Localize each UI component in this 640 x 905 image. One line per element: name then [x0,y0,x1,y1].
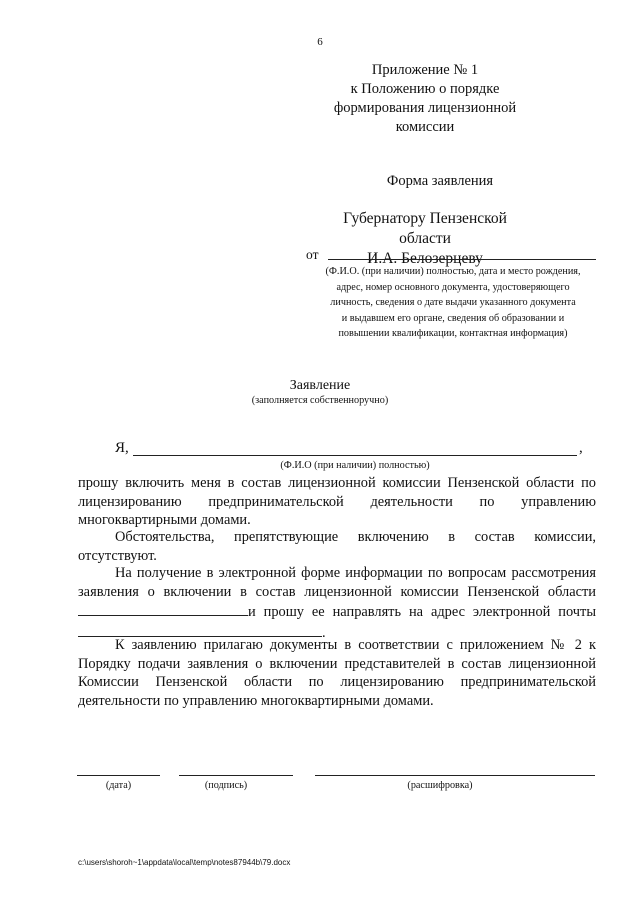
addressee [320,209,530,269]
from-note-line-3: личность, сведения о дате выдачи указанного документа [330,297,576,309]
decoding-caption: (расшифровка) [407,780,473,791]
p3-text-b: и прошу ее направлять на адрес электронной почты [248,604,596,620]
from-note-line-4: и выдавшем его органе, сведения об образовании и [341,312,565,324]
appendix-header [330,61,520,137]
date-caption: (дата) [105,780,132,791]
date-line[interactable] [77,775,160,776]
fio-field-line[interactable] [133,455,577,456]
paragraph-request: прошу включить меня в состав лицензионной комиссии Пензенской области по лицензированию предпринимательской деятельности по управлению многоквартирными домами. [78,475,596,528]
addressee-line-1: Губернатору Пензенской области [343,210,507,247]
paragraph-attachments: К заявлению прилагаю документы в соответствии с приложением № 2 к Порядку подачи заявления о включении представителей в состав лицензионной Комиссии Пензенской области по лицензированию предпринимательской деятельности по управлению многоквартирными домами. [78,637,596,709]
appendix-line-3: формирования лицензионной [333,100,517,116]
statement-title: Заявление [289,378,351,393]
signature-line[interactable] [179,775,293,776]
form-title: Форма заявления [386,173,494,189]
decoding-line[interactable] [315,775,595,776]
ya-label: Я, [115,440,129,456]
fio-note: (Ф.И.О (при наличии) полностью) [280,460,430,471]
paragraph-email-consent [78,564,596,642]
paragraph-circumstances: Обстоятельства, препятствующие включению в состав комиссии, отсутствуют. [78,529,596,564]
p3-end: . [322,624,326,641]
from-field-line[interactable] [328,259,596,260]
addressee-line-2: И.А. Белозерцеву [367,250,483,267]
from-note [308,264,598,342]
footer-file-path: c:\users\shoroh~1\appdata\local\temp\notes87944b\79.docx [78,858,291,867]
from-label: от [306,247,319,262]
appendix-line-2: к Положению о порядке [350,81,500,97]
page-number: 6 [317,36,323,48]
fio-comma: , [579,440,583,456]
from-note-line-2: адрес, номер основного документа, удостоверяющего [336,281,570,293]
p3-text-a: На получение в электронной форме информации по вопросам рассмотрения заявления о включении в состав лицензионной комиссии Пензенской области [78,565,596,600]
appendix-line-4: комиссии [395,119,455,135]
consent-field-line[interactable] [78,601,248,616]
from-note-line-1: (Ф.И.О. (при наличии) полностью, дата и место рождения, [325,266,581,277]
from-note-line-5: повышении квалификации, контактная информация) [338,328,568,340]
appendix-line-1: Приложение № 1 [371,62,479,78]
signature-caption: (подпись) [204,780,248,791]
email-field-line[interactable] [78,622,322,637]
statement-subtitle: (заполняется собственноручно) [251,395,389,406]
